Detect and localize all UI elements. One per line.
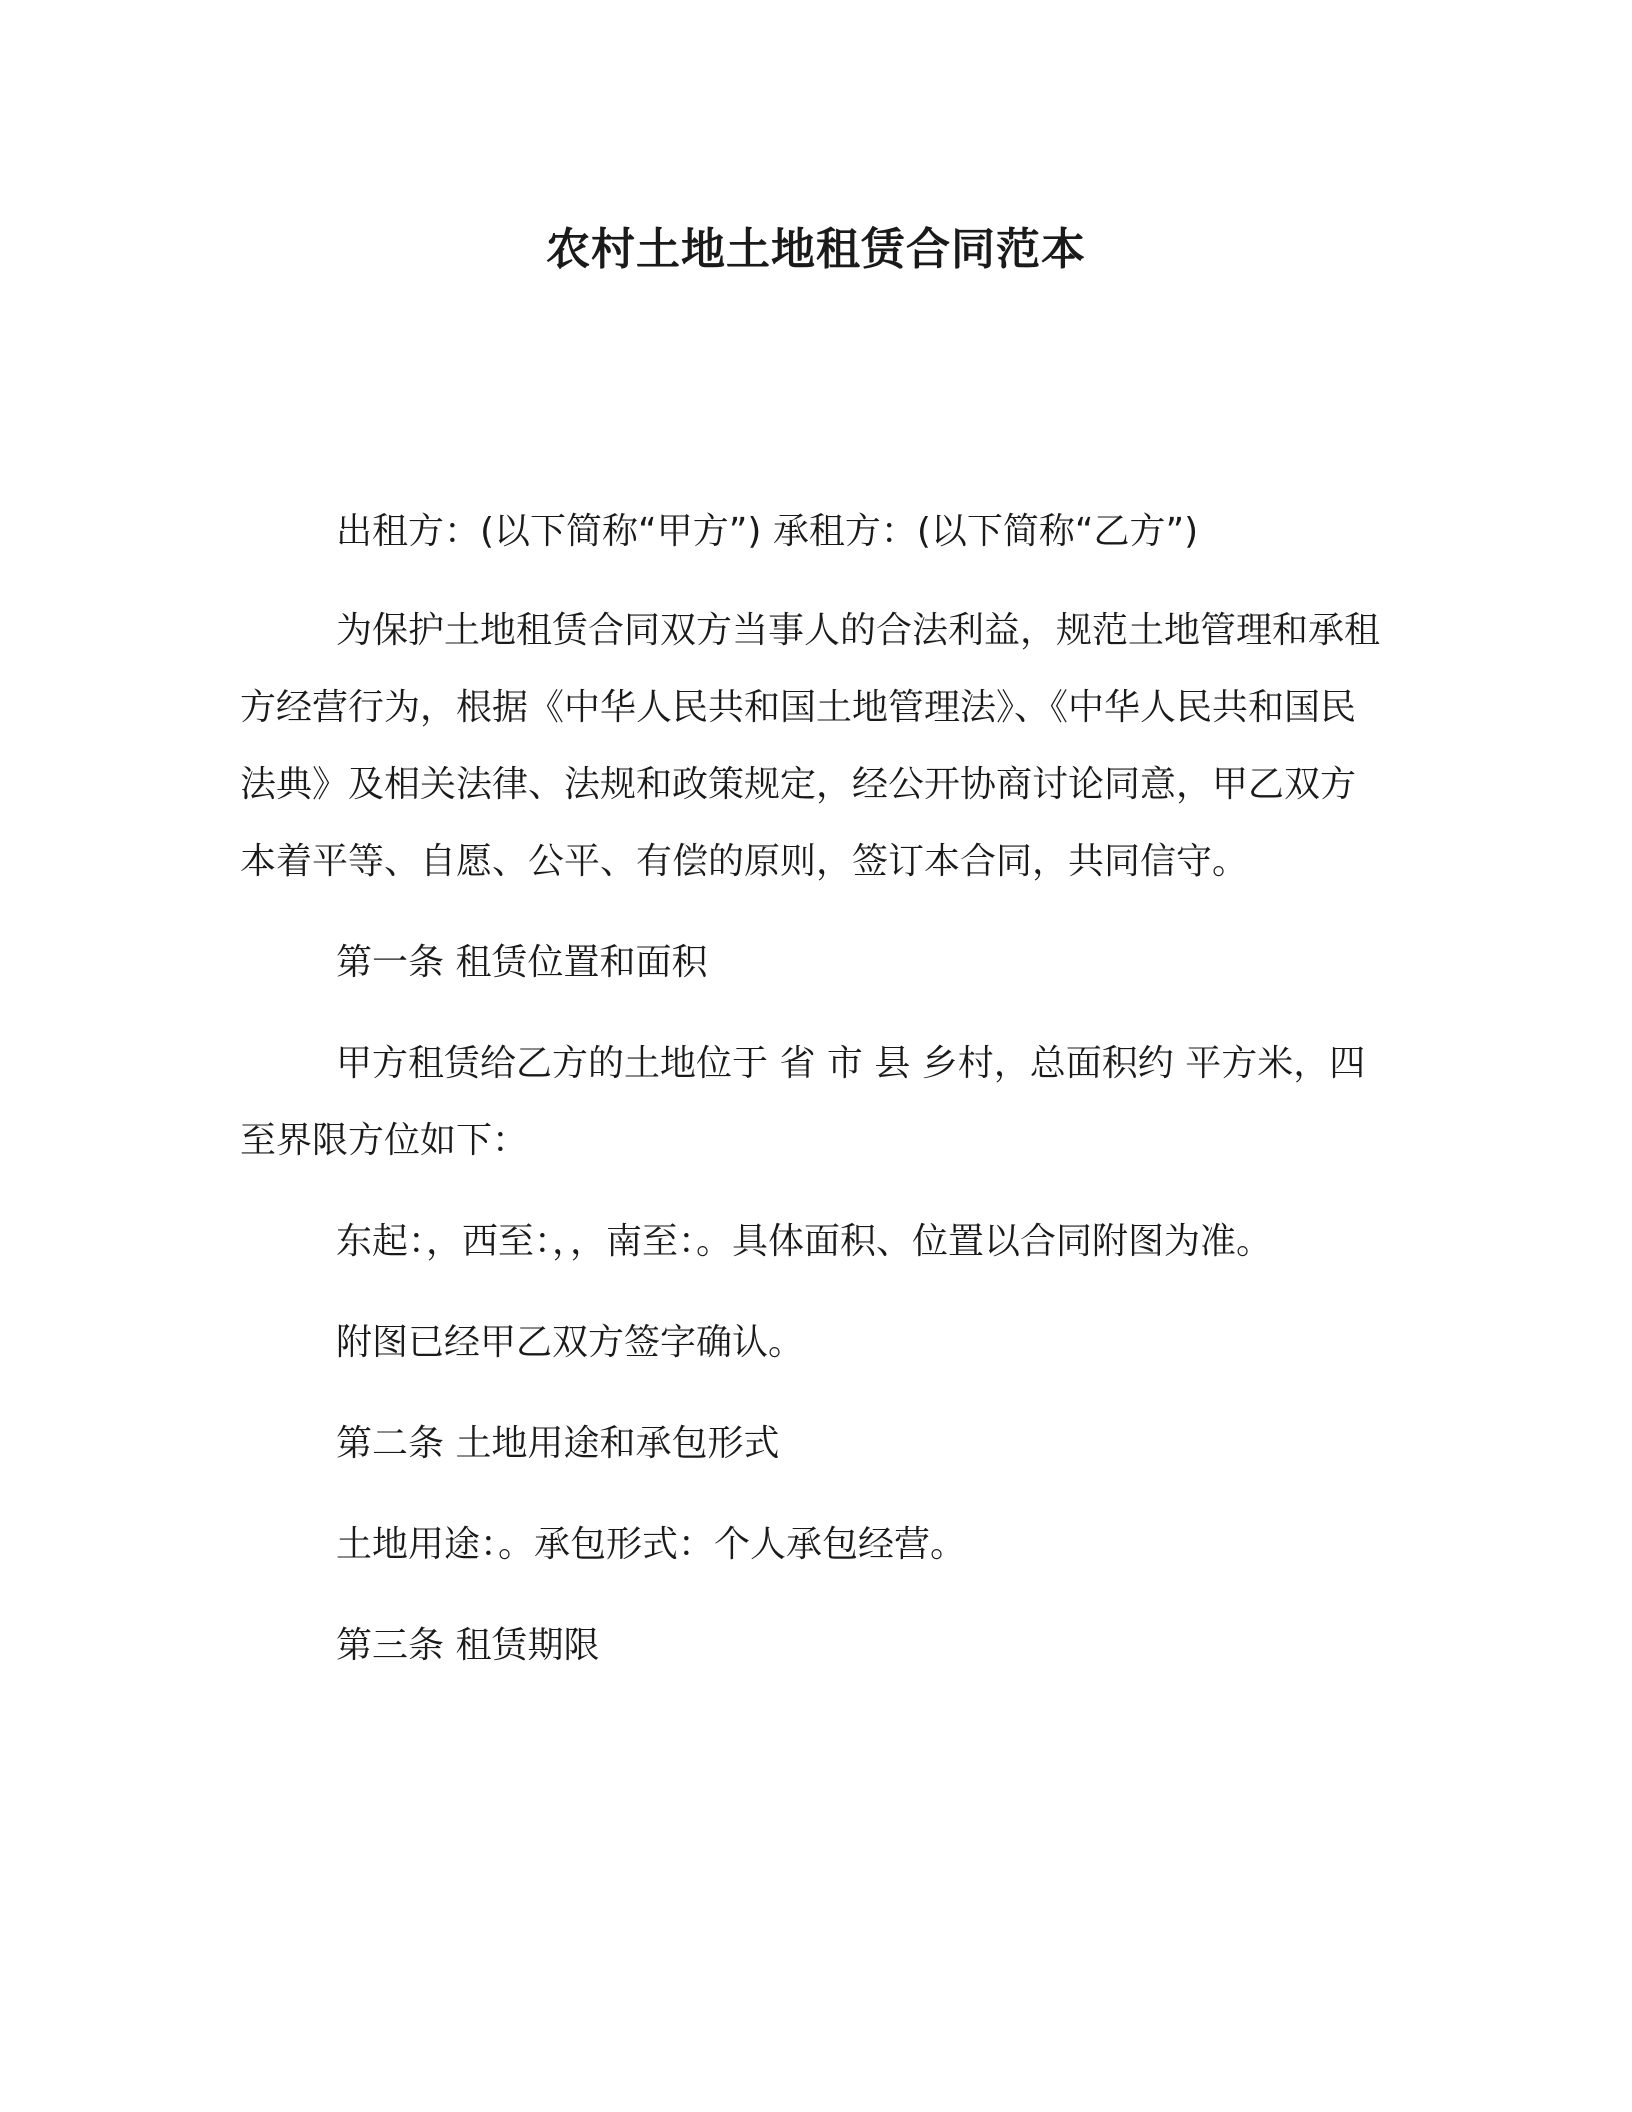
document-body (240, 493, 1390, 1708)
preamble-paragraph: 为保护土地租赁合同双方当事人的合法利益，规范土地管理和承租方经营行为，根据《中华人民共和国土地管理法》、《中华人民共和国民法典》及相关法律、法规和政策规定，经公开协商讨论同意，甲乙双方本着平等、自愿、公平、有偿的原则，签订本合同，共同信守。 (240, 610, 1381, 882)
article-1-location-paragraph: 甲方租赁给乙方的土地位于 省 市 县 乡村，总面积约 平方米，四至界限方位如下： (240, 1043, 1366, 1161)
article-1-heading: 第一条 租赁位置和面积 (336, 942, 708, 983)
article-1-attachment-paragraph: 附图已经甲乙双方签字确认。 (336, 1322, 805, 1363)
article-1-boundaries-paragraph: 东起：，西至：，，南至：。具体面积、位置以合同附图为准。 (336, 1221, 1273, 1262)
article-2-heading: 第二条 土地用途和承包形式 (336, 1423, 780, 1464)
parties-paragraph: 出租方：(以下简称“甲方”) 承租方：(以下简称“乙方”) (336, 511, 1199, 552)
article-3-heading: 第三条 租赁期限 (336, 1625, 600, 1666)
article-2-usage-paragraph: 土地用途：。承包形式：个人承包经营。 (336, 1524, 967, 1565)
document-title: 农村土地土地租赁合同范本 (546, 224, 1086, 275)
